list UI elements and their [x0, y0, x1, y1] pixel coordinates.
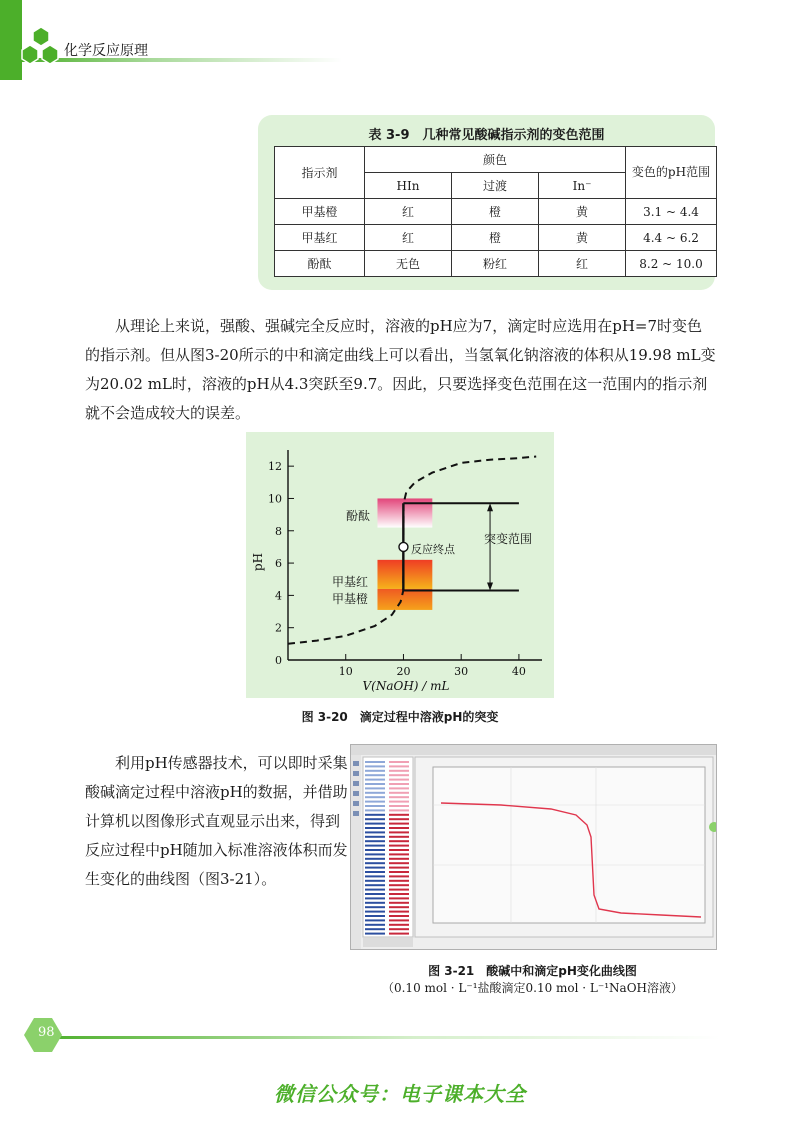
cell-in: 红: [539, 251, 626, 277]
cell-range: 8.2 ~ 10.0: [626, 251, 717, 277]
figure-caption-3-20: 图 3-20 滴定过程中溶液pH的突变: [301, 710, 499, 724]
data-cell: [389, 827, 409, 829]
data-cell: [365, 840, 385, 842]
data-cell: [365, 801, 385, 803]
arrow-head-down-icon: [487, 583, 493, 591]
cell-name: 酚酞: [275, 251, 365, 277]
data-cell: [365, 871, 385, 873]
data-cell: [389, 858, 409, 860]
data-cell: [365, 774, 385, 776]
data-cell: [365, 779, 385, 781]
cell-hin: 无色: [365, 251, 452, 277]
data-cell: [389, 770, 409, 772]
data-cell: [365, 889, 385, 891]
data-cell: [365, 858, 385, 860]
data-cell: [389, 783, 409, 785]
data-cell: [365, 897, 385, 899]
header-color: 颜色: [365, 147, 626, 173]
data-cell: [365, 884, 385, 886]
data-cell: [365, 853, 385, 855]
x-tick-label: 20: [396, 665, 411, 678]
indicator-band: [377, 560, 432, 589]
figure-panel: [246, 432, 554, 698]
data-cell: [389, 862, 409, 864]
data-cell: [365, 831, 385, 833]
chapter-title: 化学反应原理: [64, 43, 148, 59]
data-cell: [365, 792, 385, 794]
data-cell: [389, 801, 409, 803]
data-cell: [365, 902, 385, 904]
data-cell: [389, 867, 409, 869]
data-cell: [389, 765, 409, 767]
indicator-band: [377, 589, 432, 610]
screenshot-graphic: [351, 745, 716, 949]
data-cell: [389, 809, 409, 811]
data-cell: [365, 928, 385, 930]
data-cell: [365, 823, 385, 825]
data-cell: [365, 809, 385, 811]
data-cell: [365, 814, 385, 816]
caption-line-2: （0.10 mol · L⁻¹盐酸滴定0.10 mol · L⁻¹NaOH溶液）: [381, 981, 684, 995]
data-cell: [389, 889, 409, 891]
data-cell: [389, 853, 409, 855]
label-methyl-red: 甲基红: [332, 575, 369, 589]
data-cell: [389, 849, 409, 851]
data-cell: [365, 924, 385, 926]
table-row: [275, 251, 717, 277]
cell-transition: 橙: [452, 225, 539, 251]
data-cell: [365, 818, 385, 820]
data-cell: [389, 902, 409, 904]
cell-in: 黄: [539, 199, 626, 225]
data-cell: [365, 880, 385, 882]
data-cell: [365, 933, 385, 935]
data-cell: [389, 823, 409, 825]
data-cell: [365, 919, 385, 921]
data-cell: [365, 787, 385, 789]
data-cell: [365, 915, 385, 917]
data-cell: [389, 761, 409, 763]
data-cell: [389, 845, 409, 847]
data-cell: [389, 818, 409, 820]
label-phenolphthalein: 酚酞: [346, 509, 371, 523]
body-paragraph-2: [85, 749, 350, 894]
software-screenshot: [350, 744, 717, 950]
header-transition: 过渡: [452, 173, 539, 199]
data-cell: [365, 845, 385, 847]
data-cell: [365, 875, 385, 877]
cell-transition: 粉红: [452, 251, 539, 277]
data-cell: [389, 928, 409, 930]
data-cell: [389, 893, 409, 895]
cell-hin: 红: [365, 225, 452, 251]
watermark-text: 微信公众号：电子课本大全: [274, 1082, 526, 1106]
data-cell: [365, 765, 385, 767]
data-cell: [365, 849, 385, 851]
figure-caption-3-21: [350, 963, 715, 997]
label-jump-range: 突变范围: [484, 532, 533, 546]
data-cell: [389, 831, 409, 833]
table-caption: 表 3-9 几种常见酸碱指示剂的变色范围: [368, 128, 605, 143]
data-cell: [365, 867, 385, 869]
page-number: 98: [38, 1025, 55, 1040]
cell-transition: 橙: [452, 199, 539, 225]
y-tick-label: 6: [275, 557, 282, 571]
table-header-row: [275, 147, 717, 173]
data-cell: [365, 761, 385, 763]
y-tick-label: 8: [275, 524, 282, 538]
data-cell: [389, 871, 409, 873]
x-tick-label: 30: [454, 665, 469, 678]
data-cell: [389, 792, 409, 794]
cell-hin: 红: [365, 199, 452, 225]
data-cell: [389, 933, 409, 935]
data-cell: [389, 880, 409, 882]
data-cell: [389, 915, 409, 917]
footer-band: [0, 1010, 800, 1060]
endpoint-marker: [399, 542, 408, 551]
paragraph-text: 从理论上来说，强酸、强碱完全反应时，溶液的pH应为7，滴定时应选用在pH=7时变色的指示剂。但从图3-20所示的中和滴定曲线上可以看出，当氢氧化钠溶液的体积从19.98 mL变为20.02 mL时，溶液的pH从4.3突跃至9.7。因此，只要选择变色范围在这一范围内的指示剂就不会造成较大的误差。: [85, 317, 716, 422]
data-cell: [389, 814, 409, 816]
indicator-table: [274, 146, 717, 277]
data-cell: [365, 783, 385, 785]
header-indicator: 指示剂: [275, 147, 365, 199]
data-cell: [365, 836, 385, 838]
data-cell: [389, 906, 409, 908]
cell-range: 4.4 ~ 6.2: [626, 225, 717, 251]
cell-in: 黄: [539, 225, 626, 251]
data-cell: [389, 779, 409, 781]
header-in: In⁻: [539, 173, 626, 199]
header-hin: HIn: [365, 173, 452, 199]
body-paragraph-1: [85, 312, 717, 428]
data-cell: [365, 796, 385, 798]
data-cell: [389, 897, 409, 899]
y-axis-label: pH: [251, 552, 265, 572]
table-row: [275, 199, 717, 225]
y-tick-label: 0: [275, 654, 282, 667]
y-tick-label: 12: [268, 460, 282, 474]
data-cell: [389, 796, 409, 798]
y-tick-label: 2: [275, 621, 282, 635]
data-cell: [389, 836, 409, 838]
cell-name: 甲基橙: [275, 199, 365, 225]
label-endpoint: 反应终点: [411, 543, 455, 556]
caption-line-1: 图 3-21 酸碱中和滴定pH变化曲线图: [428, 964, 637, 978]
x-tick-label: 10: [338, 665, 353, 678]
x-tick-label: 40: [511, 665, 526, 678]
x-axis-label: V(NaOH) / mL: [362, 679, 450, 693]
y-tick-label: 4: [275, 589, 282, 603]
data-cell: [365, 827, 385, 829]
data-cell: [365, 770, 385, 772]
paragraph-text: 利用pH传感器技术，可以即时采集酸碱滴定过程中溶液pH的数据，并借助计算机以图像形式直观显示出来，得到反应过程中pH随加入标准溶液体积而发生变化的曲线图（图3-21）。: [85, 754, 348, 888]
data-cell: [365, 805, 385, 807]
table-row: [275, 225, 717, 251]
data-cell: [365, 906, 385, 908]
cell-range: 3.1 ~ 4.4: [626, 199, 717, 225]
data-cell: [389, 805, 409, 807]
data-cell: [365, 862, 385, 864]
cell-name: 甲基红: [275, 225, 365, 251]
data-cell: [389, 884, 409, 886]
data-cell: [389, 919, 409, 921]
data-cell: [389, 840, 409, 842]
data-cell: [389, 924, 409, 926]
data-cell: [365, 911, 385, 913]
y-tick-label: 10: [268, 492, 282, 506]
data-cell: [365, 893, 385, 895]
arrow-head-up-icon: [487, 503, 493, 511]
titration-chart: [246, 432, 554, 698]
header-range: 变色的pH范围: [626, 147, 717, 199]
data-cell: [389, 875, 409, 877]
data-cell: [389, 911, 409, 913]
data-cell: [389, 774, 409, 776]
data-cell: [389, 787, 409, 789]
label-methyl-orange: 甲基橙: [332, 592, 369, 606]
